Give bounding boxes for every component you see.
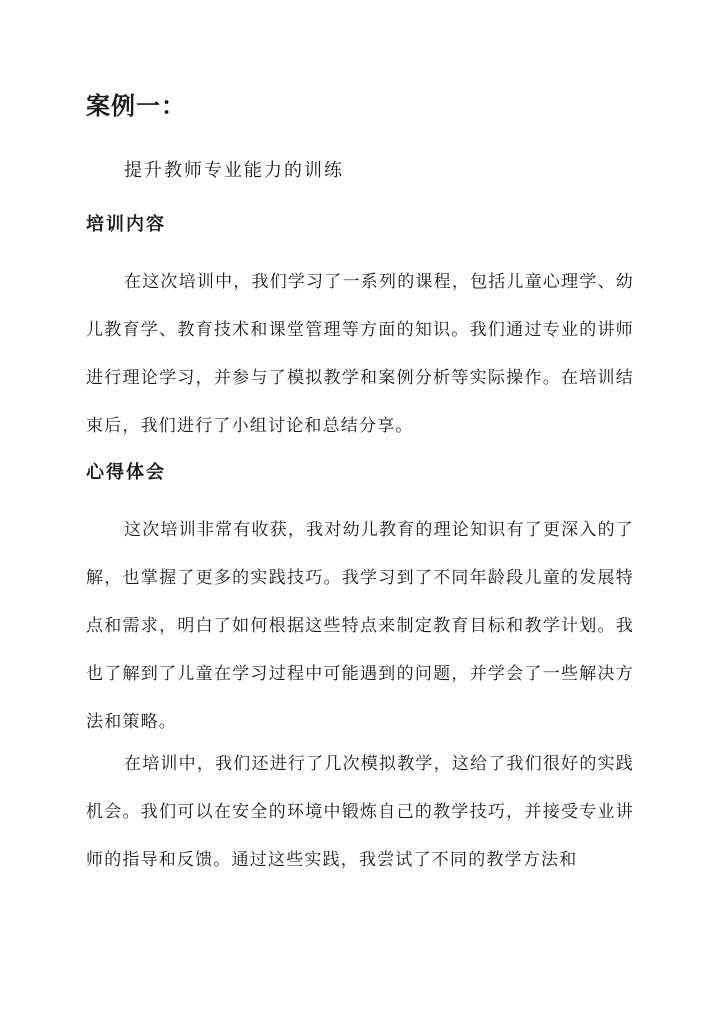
section-heading-training-content: 培训内容: [86, 214, 166, 235]
case-title: 案例一：: [86, 91, 186, 120]
document-subtitle: 提升教师专业能力的训练: [124, 160, 344, 181]
section-heading-reflections: 心得体会: [86, 462, 166, 483]
paragraph-reflections-1: 这次培训非常有收获，我对幼儿教育的理论知识有了更深入的了解，也掌握了更多的实践技巧。我学习到了不同年龄段儿童的发展特点和需求，明白了如何根据这些特点来制定教育目标和教学计划。我也了解到了儿童在学习过程中可能遇到的问题，并学会了一些解决方法和策略。: [86, 520, 634, 732]
paragraph-training-content: 在这次培训中，我们学习了一系列的课程，包括儿童心理学、幼儿教育学、教育技术和课堂管理等方面的知识。我们通过专业的讲师进行理论学习，并参与了模拟教学和案例分析等实际操作。在培训结束后，我们进行了小组讨论和总结分享。: [86, 272, 634, 436]
paragraph-reflections-2: 在培训中，我们还进行了几次模拟教学，这给了我们很好的实践机会。我们可以在安全的环境中锻炼自己的教学技巧，并接受专业讲师的指导和反馈。通过这些实践，我尝试了不同的教学方法和: [86, 754, 634, 870]
